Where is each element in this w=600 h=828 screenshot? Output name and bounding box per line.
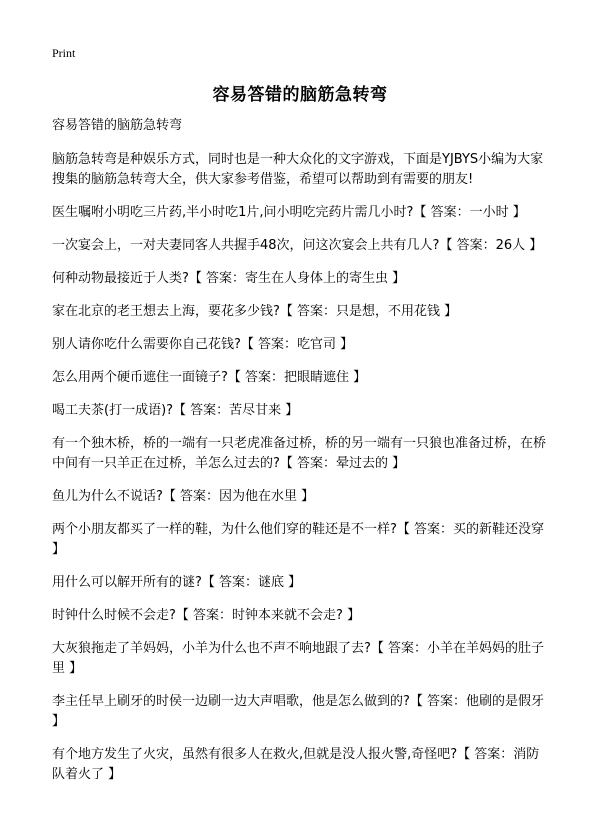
riddle-item: 李主任早上刷牙的时侯一边刷一边大声唱歌，他是怎么做到的?【 答案：他刷的是假牙 】 xyxy=(52,694,545,729)
riddle-item: 大灰狼拖走了羊妈妈，小羊为什么也不声不响地跟了去?【 答案：小羊在羊妈妈的肚子里 】 xyxy=(52,641,545,676)
riddle-item: 别人请你吃什么需要你自己花钱?【 答案：吃官司 】 xyxy=(52,337,354,352)
article-body xyxy=(52,116,552,798)
riddle-item: 家在北京的老王想去上海，要花多少钱?【 答案：只是想，不用花钱 】 xyxy=(52,304,458,319)
page-title: 容易答错的脑筋急转弯 xyxy=(212,85,388,105)
riddle-item: 怎么用两个硬币遮住一面镜子?【 答案：把眼睛遮住 】 xyxy=(52,370,367,385)
riddle-item: 鱼儿为什么不说话?【 答案：因为他在水里 】 xyxy=(52,489,315,504)
riddle-item: 时钟什么时候不会走?【 答案：时钟本来就不会走? 】 xyxy=(52,608,361,623)
article-subtitle: 容易答错的脑筋急转弯 xyxy=(52,118,183,133)
riddle-item: 医生嘱咐小明吃三片药,半小时吃1片,问小明吃完药片需几小时?【 答案：一小时 】 xyxy=(52,205,526,220)
intro-paragraph: 脑筋急转弯是种娱乐方式，同时也是一种大众化的文字游戏，下面是YJBYS小编为大家搜集的脑筋急转弯大全，供大家参考借鉴，希望可以帮助到有需要的朋友! xyxy=(52,152,544,187)
riddle-item: 一次宴会上，一对夫妻同客人共握手48次，问这次宴会上共有几人?【 答案：26人 】 xyxy=(52,238,543,253)
print-link[interactable]: Print xyxy=(52,46,76,60)
riddle-item: 有个地方发生了火灾，虽然有很多人在救火,但就是没人报火警,奇怪吧?【 答案：消防队着火了 】 xyxy=(52,747,540,782)
riddle-item: 两个小朋友都买了一样的鞋，为什么他们穿的鞋还是不一样?【 答案：买的新鞋还没穿 】 xyxy=(52,522,545,557)
riddle-item: 有一个独木桥，桥的一端有一只老虎准备过桥，桥的另一端有一只狼也准备过桥，在桥中间有一只羊正在过桥，羊怎么过去的?【 答案：晕过去的 】 xyxy=(52,436,547,471)
riddle-item: 喝工夫茶(打一成语)?【 答案：苦尽甘来 】 xyxy=(52,403,299,418)
riddle-item: 用什么可以解开所有的谜?【 答案：谜底 】 xyxy=(52,575,302,590)
riddle-item: 何种动物最接近于人类?【 答案：寄生在人身体上的寄生虫 】 xyxy=(52,271,406,286)
